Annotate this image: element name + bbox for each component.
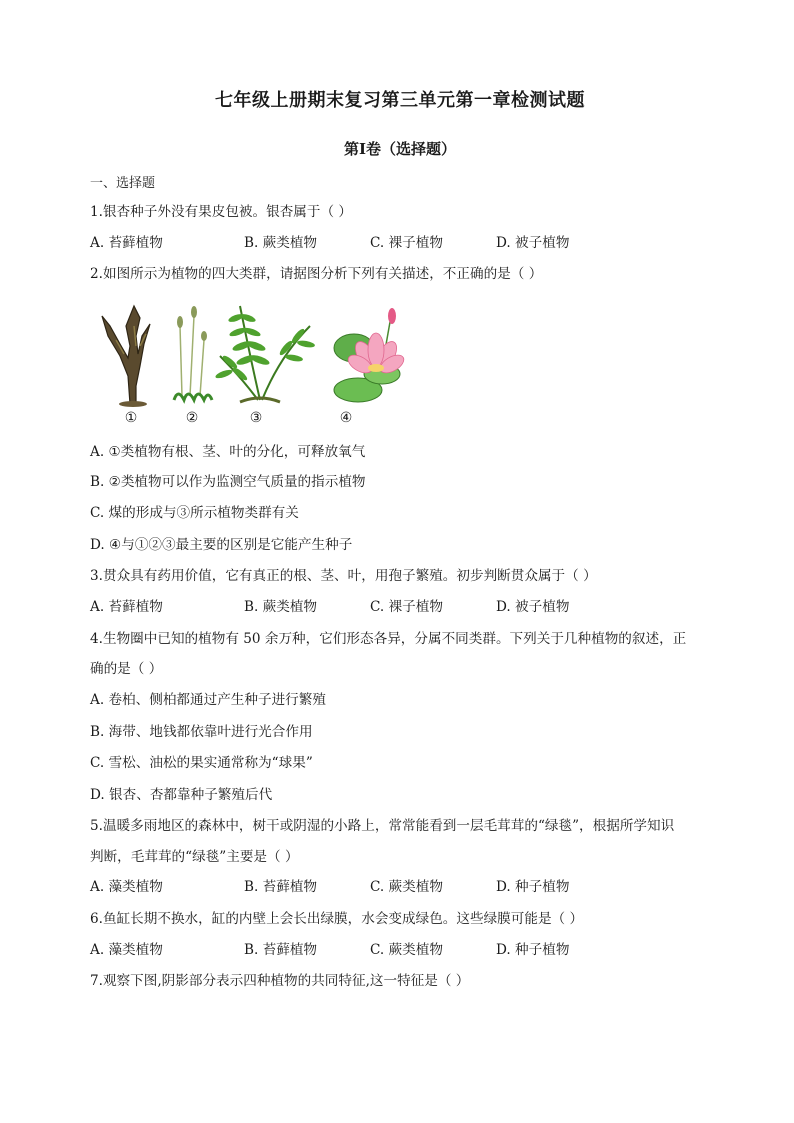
- question-1-option-a[interactable]: A. 苔藓植物: [90, 235, 163, 251]
- lotus-plant-drawing: [334, 308, 407, 402]
- plant-groups-figure: [90, 296, 420, 436]
- moss-plant-drawing: [174, 306, 212, 400]
- question-3-option-b[interactable]: B. 蕨类植物: [244, 599, 318, 615]
- figure-label-1: ①: [124, 410, 138, 426]
- question-3-stem: 3.贯众具有药用价值，它有真正的根、茎、叶，用孢子繁殖。初步判断贯众属于（ ）: [90, 568, 597, 584]
- question-6-option-b[interactable]: B. 苔藓植物: [244, 942, 318, 958]
- question-2-option-a[interactable]: A. ①类植物有根、茎、叶的分化，可释放氧气: [90, 444, 366, 460]
- question-6-option-a[interactable]: A. 藻类植物: [90, 942, 163, 958]
- question-4-option-d[interactable]: D. 银杏、杏都靠种子繁殖后代: [90, 787, 273, 803]
- question-2-stem: 2.如图所示为植物的四大类群，请据图分析下列有关描述，不正确的是（ ）: [90, 266, 543, 282]
- question-5-option-a[interactable]: A. 藻类植物: [90, 879, 163, 895]
- question-4-option-a[interactable]: A. 卷柏、侧柏都通过产生种子进行繁殖: [90, 692, 326, 708]
- question-4-stem-line-2: 确的是（ ）: [90, 661, 163, 677]
- question-6-stem: 6.鱼缸长期不换水，缸的内壁上会长出绿膜，水会变成绿色。这些绿膜可能是（ ）: [90, 911, 584, 927]
- question-5-stem-line-1: 5.温暖多雨地区的森林中，树干或阴湿的小路上，常常能看到一层毛茸茸的“绿毯”，根据所学知识: [90, 818, 675, 834]
- question-4-stem-line-1: 4.生物圈中已知的植物有 50 余万种，它们形态各异，分属不同类群。下列关于几种植物的叙述，正: [90, 631, 687, 647]
- figure-label-4: ④: [339, 410, 353, 426]
- question-1-stem: 1.银杏种子外没有果皮包被。银杏属于（ ）: [90, 204, 352, 220]
- question-2-option-d[interactable]: D. ④与①②③最主要的区别是它能产生种子: [90, 537, 353, 553]
- question-6-option-c[interactable]: C. 蕨类植物: [370, 942, 443, 958]
- document-title: 七年级上册期末复习第三单元第一章检测试题: [215, 90, 585, 111]
- fern-plant-drawing: [215, 306, 316, 402]
- question-3-option-c[interactable]: C. 裸子植物: [370, 599, 443, 615]
- question-6-option-d[interactable]: D. 种子植物: [496, 942, 570, 958]
- question-3-option-d[interactable]: D. 被子植物: [496, 599, 570, 615]
- question-1-option-b[interactable]: B. 蕨类植物: [244, 235, 318, 251]
- question-1-option-c[interactable]: C. 裸子植物: [370, 235, 443, 251]
- question-1-option-d[interactable]: D. 被子植物: [496, 235, 570, 251]
- part-title: 第Ⅰ卷（选择题）: [343, 140, 457, 158]
- question-2-option-b[interactable]: B. ②类植物可以作为监测空气质量的指示植物: [90, 474, 366, 490]
- question-2-option-c[interactable]: C. 煤的形成与③所示植物类群有关: [90, 505, 299, 521]
- question-5-option-b[interactable]: B. 苔藓植物: [244, 879, 318, 895]
- question-3-option-a[interactable]: A. 苔藓植物: [90, 599, 163, 615]
- plant-groups-illustration: [90, 296, 420, 408]
- figure-label-2: ②: [185, 410, 199, 426]
- question-5-stem-line-2: 判断，毛茸茸的“绿毯”主要是（ ）: [90, 849, 299, 865]
- question-5-option-d[interactable]: D. 种子植物: [496, 879, 570, 895]
- question-5-option-c[interactable]: C. 蕨类植物: [370, 879, 443, 895]
- question-4-option-b[interactable]: B. 海带、地钱都依靠叶进行光合作用: [90, 724, 313, 740]
- question-4-option-c[interactable]: C. 雪松、油松的果实通常称为“球果”: [90, 755, 313, 771]
- question-7-stem: 7.观察下图,阴影部分表示四种植物的共同特征,这一特征是（ ）: [90, 973, 470, 989]
- algae-plant-drawing: [102, 306, 150, 407]
- section-heading: 一、选择题: [90, 176, 156, 191]
- exam-page: [90, 0, 710, 1123]
- figure-label-3: ③: [249, 410, 263, 426]
